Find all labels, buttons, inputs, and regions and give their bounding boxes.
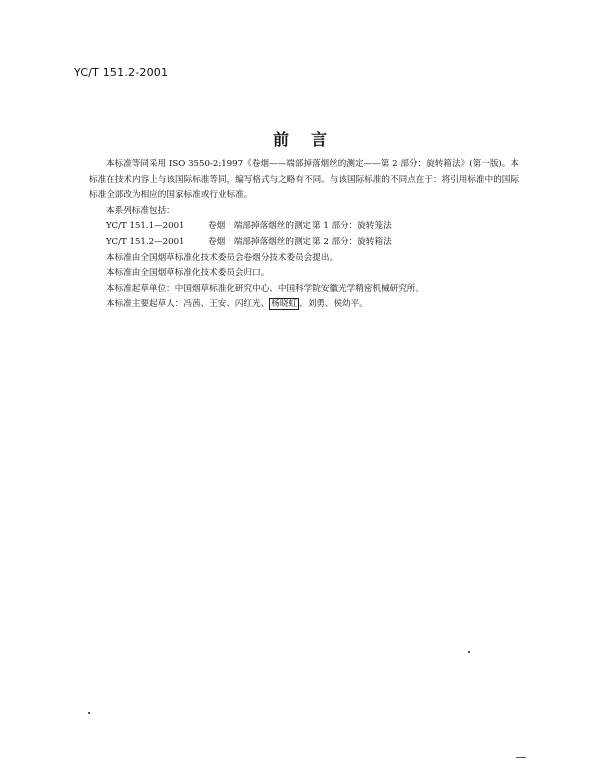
scan-speck	[88, 712, 90, 714]
series-item-code: YC/T 151.1—2001	[106, 221, 185, 232]
page-title: 前言	[272, 130, 349, 149]
series-item-name: 卷烟 端部掉落烟丝的测定	[208, 221, 312, 232]
drafters-prefix: 本标准主要起草人：冯茜、王安、闪红光、	[106, 299, 270, 310]
scan-speck	[516, 757, 526, 758]
series-item-part: 第 2 部分：旋转箱法	[312, 236, 392, 247]
owner-paragraph: 本标准由全国烟草标准化技术委员会归口。	[106, 268, 270, 279]
drafters-paragraph	[89, 297, 519, 313]
drafters-boxed-name: 杨晓虹	[271, 299, 298, 310]
drafters-suffix: 、刘勇、侯幼平。	[299, 299, 368, 310]
series-intro: 本系列标准包括：	[106, 205, 175, 216]
foreword-body	[89, 157, 519, 313]
drafting-units-paragraph: 本标准起草单位：中国烟草标准化研究中心、中国科学院安徽光学精密机械研究所。	[106, 283, 424, 294]
intro-paragraph: 本标准等同采用 ISO 3550-2:1997《卷烟——端部掉落烟丝的测定——第 2 部分：旋转箱法》(第一版)。本标准在技术内容上与该国际标准等同，编写格式与之略有不同。与该国际标准的不同点在于：将引用标准中的国际标准全部改为相应的国家标准或行业标准。	[89, 159, 519, 201]
scan-speck	[468, 651, 470, 653]
proposer-paragraph: 本标准由全国烟草标准化技术委员会卷烟分技术委员会提出。	[106, 252, 339, 263]
series-item-code: YC/T 151.2—2001	[106, 236, 185, 247]
series-item	[89, 219, 519, 235]
series-item-name: 卷烟 端部掉落烟丝的测定	[208, 236, 312, 247]
series-item	[89, 235, 519, 251]
standard-code-header: YC/T 151.2-2001	[74, 66, 169, 79]
series-item-part: 第 1 部分：旋转笼法	[312, 221, 392, 232]
